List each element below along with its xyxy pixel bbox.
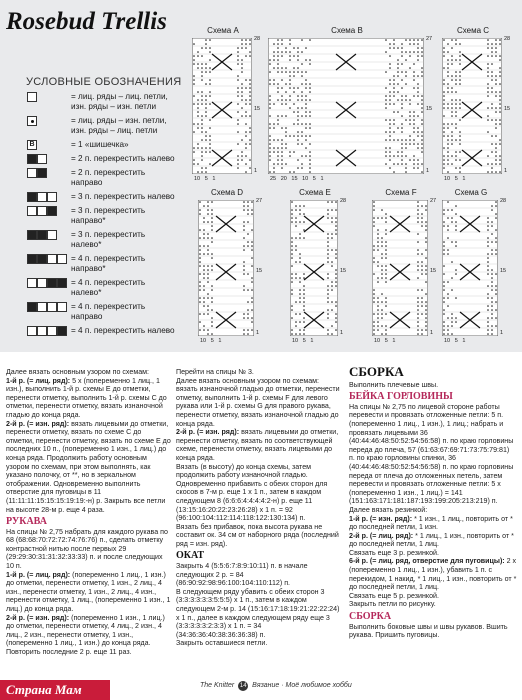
footer-tagline: Вязание · Моё любимое хобби bbox=[252, 682, 352, 689]
text: Перейти на спицы № 3. bbox=[176, 368, 254, 376]
knitting-chart bbox=[198, 188, 263, 344]
row-number: 15 bbox=[430, 268, 437, 274]
stitch-numbers: 10 5 1 bbox=[444, 176, 466, 182]
column-1 bbox=[6, 368, 171, 657]
legend-text: = 4 п. перекрестить налево bbox=[71, 326, 175, 335]
row-number: 15 bbox=[256, 268, 263, 274]
row-number: 27 bbox=[256, 198, 263, 204]
chart-grid bbox=[442, 38, 502, 174]
legend-item bbox=[27, 302, 177, 322]
row-number: 1 bbox=[430, 330, 434, 336]
row-number: 1 bbox=[500, 330, 504, 336]
row-number: 15 bbox=[504, 106, 511, 112]
legend-item bbox=[27, 116, 177, 136]
legend-item bbox=[27, 326, 177, 336]
section-heading: ОКАТ bbox=[176, 550, 205, 562]
column-3 bbox=[349, 364, 517, 640]
row-number: 28 bbox=[504, 36, 511, 42]
page-number: 14 bbox=[239, 683, 247, 689]
cross-3b-right-icon bbox=[27, 230, 67, 240]
legend-text: = 4 п. перекрестить направо* bbox=[71, 254, 146, 273]
chart-label: Схема A bbox=[207, 26, 239, 35]
legend-text: = 4 п. перекрестить направо bbox=[71, 302, 146, 321]
legend-item bbox=[27, 206, 177, 226]
cross-2-right-icon bbox=[27, 154, 67, 164]
cross-4-left-icon bbox=[27, 278, 67, 288]
chart-grid bbox=[372, 200, 428, 336]
text: 1-й р. (= изн. ряд): * 1 изн., 1 лиц., повторить от * до последней петли, 1 изн. bbox=[349, 514, 513, 532]
cross-3-right-icon bbox=[27, 192, 67, 202]
text: 2-й р. (= изн. ряд): вязать лицевыми до отметки, перенести отметку, вязать по схеме C до отметки, перенести отметку, вязать по схеме E до последних 10 п., (попеременно 1 изн., 1 лиц.) до конца ряда. Продолжить работу основным узором по схемам, при этом выполнять, как указано полочку, от **, но в зеркальном отображении. Одновременно выполнить отверстие для пуговицы в 11 (11:11:11:15:15:15:19:19:-н) р. Закрыть все петли на высоте 28-м р. еще 4 раза. bbox=[6, 419, 171, 514]
text: Связать еще 5 р. резинкой. bbox=[349, 591, 439, 600]
chart-label: Схема G bbox=[454, 188, 488, 197]
stitch-numbers: 10 5 1 bbox=[374, 338, 396, 344]
row-number: 1 bbox=[254, 168, 258, 174]
cross-4b-right-icon bbox=[27, 302, 67, 312]
row-number: 27 bbox=[430, 198, 437, 204]
chart-label: Схема F bbox=[385, 188, 417, 197]
row-number: 15 bbox=[254, 106, 261, 112]
row-number: 15 bbox=[426, 106, 433, 112]
text: Вязать без прибавок, пока высота рукава не составит ок. 34 см от наборного ряда (последний ряд = изн. ряд). bbox=[176, 522, 339, 548]
knitting-chart bbox=[372, 188, 437, 344]
legend-item bbox=[27, 192, 177, 202]
legend-text: = 3 п. перекрестить направо* bbox=[71, 206, 146, 225]
row-number: 1 bbox=[340, 330, 344, 336]
legend-text: = 2 п. перекрестить направо bbox=[71, 168, 146, 187]
text: 2-й р. (= лиц. ряд): * 1 лиц., 1 изн., повторить от * до последней петли, 1 лиц. bbox=[349, 531, 514, 549]
knitting-chart bbox=[268, 26, 433, 182]
legend-item bbox=[27, 254, 177, 274]
cross-2-left-icon bbox=[27, 168, 67, 178]
section-heading: БЕЙКА ГОРЛОВИНЫ bbox=[349, 391, 453, 403]
knitting-chart bbox=[442, 26, 511, 182]
legend-item bbox=[27, 278, 177, 298]
text: 6-й р. (= лиц. ряд, отверстие для пуговицы): 2 х (попеременно 1 лиц., 1 изн.), убавить 1 п. с перекидом, 1 накид, * 1 лиц., 1 изн., повторить от * до последней петли, 1 лиц. bbox=[349, 557, 517, 592]
chart-grid bbox=[442, 200, 498, 336]
stitch-numbers: 10 5 1 bbox=[194, 176, 216, 182]
text: На спицы № 2,75 набрать для каждого рукава по 68 (68:68:70:72:72:74:76:76) п., сделать отметку контрастной нитью после первых 29 (29:29:30:31:31:32:33:33) п. и после следующих 10 п. bbox=[6, 527, 168, 571]
text: 1-й р. (= лиц. ряд): 5 х (попеременно 1 лиц., 1 изн.), выполнить 1-й р. схемы E до отметки, перенести отметку, выполнить 1-й р. схемы C до отметки, перенести отметку, вязать изнаночной гладью до конца ряда. bbox=[6, 376, 167, 419]
legend-text: = 2 п. перекрестить налево bbox=[71, 154, 175, 163]
page-footer bbox=[200, 681, 352, 691]
text: Вязать (в высоту) до конца схемы, затем продолжить работу изнаночной гладью. Одновременно прибавить с обеих сторон для скосов в 7-м р. еще 1 х 1 п., затем в каждом следующем 8 (6:6:6:4:4:4:4:2-н) р. еще 11 (13:15:16:20:22:23:26:28) х 1 п. = 92 (96:100:104:112:114:118:122:130:134) п. bbox=[176, 462, 328, 523]
symbol-legend bbox=[27, 92, 177, 340]
chart-grid bbox=[198, 200, 254, 336]
bobble-cell-icon: B bbox=[27, 140, 67, 150]
text: 2-й р. (= изн. ряд): вязать лицевыми до отметки, перенести отметку, вязать по соответствующей схеме, перенести отметку, вязать лицевыми до конца ряда. bbox=[176, 428, 339, 462]
legend-heading: УСЛОВНЫЕ ОБОЗНАЧЕНИЯ bbox=[26, 76, 182, 88]
text: 1-й р. (= лиц. ряд): (попеременно 1 лиц., 1 изн.) до отметки, перенести отметку, 1 изн., 2 лиц., 4 изн., перенести отметку, 1 изн., 2 лиц., 4 изн., перенести отметку, 1 лиц., (попеременно 1 изн., 1 лиц.) до конца ряда. bbox=[6, 570, 171, 614]
instructions-area bbox=[0, 352, 522, 700]
legend-item bbox=[27, 230, 177, 250]
row-number: 28 bbox=[500, 198, 507, 204]
section-heading: СБОРКА bbox=[349, 611, 392, 623]
legend-item bbox=[27, 140, 177, 150]
text: Закрыть 4 (5:5:6:7:8:9:10:11) п. в начале следующих 2 р. = 84 (86:90:92:98:96:100:104:110:112) п. bbox=[176, 562, 308, 588]
text: Выполнить боковые швы и швы рукавов. Вшить рукава. Пришить пуговицы. bbox=[349, 622, 508, 640]
text: Закрыть петли по рисунку. bbox=[349, 600, 436, 609]
cross-3-left-icon bbox=[27, 206, 67, 216]
column-2 bbox=[176, 368, 341, 648]
legend-item bbox=[27, 92, 177, 112]
magazine-name: The Knitter bbox=[200, 682, 235, 689]
row-number: 1 bbox=[256, 330, 260, 336]
chart-label: Схема E bbox=[299, 188, 331, 197]
pattern-title: Rosebud Trellis bbox=[6, 8, 167, 35]
row-number: 28 bbox=[340, 198, 347, 204]
knitting-chart bbox=[442, 188, 507, 344]
text: 2-й р. (= изн. ряд): (попеременно 1 изн., 1 лиц.) до отметки, перенести отметку, 4 лиц., 2 изн., 4 лиц., 2 изн., перенести отметку, 1 изн., (попеременно 1 лиц., 1 изн.) до конца ряда. Повторить последние 2 р. еще 11 раз. bbox=[6, 613, 165, 656]
text: Связать еще 3 р. резинкой. bbox=[349, 548, 439, 557]
site-watermark: Страна Мам bbox=[0, 680, 110, 700]
blank-cell-icon bbox=[27, 92, 67, 102]
section-heading: РУКАВА bbox=[6, 516, 47, 528]
legend-text: = 3 п. перекрестить налево* bbox=[71, 230, 146, 249]
section-heading: СБОРКА bbox=[349, 364, 404, 379]
chart-grid bbox=[268, 38, 424, 174]
legend-text: = 1 «шишечка» bbox=[71, 140, 129, 149]
text: В следующем ряду убавить с обеих сторон 3 (3:3:3:3:3:3:5:5:5) х 1 п., затем в каждом следующем 2-м р. 14 (15:16:17:18:19:21:22:22:24) х 1 п., далее в каждом следующем ряду еще 3 (3:3:3:3:3:2:3:3) х 1 п. = 34 (34:36:36:40:38:36:36:38) п. bbox=[176, 587, 340, 639]
text: Далее вязать основным узором по схемам: вязать изнаночной гладью до отметки, перенести отметку, выполнить 1-й р. схемы F для левого рукава или 1-й р. схемы G для правого рукава, перенести отметку, вязать изнаночной гладью до конца ряда. bbox=[176, 376, 340, 428]
row-number: 15 bbox=[500, 268, 507, 274]
cross-4-right-icon bbox=[27, 254, 67, 264]
knitting-chart bbox=[192, 26, 261, 182]
stitch-numbers: 10 5 1 bbox=[200, 338, 222, 344]
stitch-numbers: 10 5 1 bbox=[444, 338, 466, 344]
row-number: 1 bbox=[426, 168, 430, 174]
chart-grid bbox=[192, 38, 252, 174]
legend-text: = 3 п. перекрестить налево bbox=[71, 192, 175, 201]
dot-cell-icon bbox=[27, 116, 67, 126]
row-number: 27 bbox=[426, 36, 433, 42]
legend-text: = 4 п. перекрестить налево* bbox=[71, 278, 146, 297]
text: На спицы № 2,75 по лицевой стороне работы перевести и провязать отложенные петли: 5 п. (попеременно 1 лиц., 1 изн.), 1 лиц.; набрать и провязать лицевыми 36 (40:44:46:48:50:52:54:56:58) п. по краю горловины переда до плеча, 57 (61:63:67:69:71:73:75:79:81) п. по краю горловины спинки, 36 (40:44:46:48:50:52:54:56:58) п. по краю горловины переда от плеча до отложенных петель, затем перевести и провязать отложенные петли: 5 х (попеременно 1 изн., 1 лиц.) = 141 (151:163:171:181:187:193:199:205:213:219) п. bbox=[349, 402, 514, 506]
knitting-chart bbox=[290, 188, 347, 344]
chart-grid bbox=[290, 200, 338, 336]
text: Далее вязать основным узором по схемам: bbox=[6, 368, 150, 376]
row-number: 1 bbox=[504, 168, 508, 174]
stitch-numbers: 10 5 1 bbox=[292, 338, 314, 344]
chart-label: Схема C bbox=[456, 26, 490, 35]
row-number: 28 bbox=[254, 36, 261, 42]
text: Далее вязать резинкой: bbox=[349, 505, 428, 514]
legend-item bbox=[27, 154, 177, 164]
text: Выполнить плечевые швы. bbox=[349, 380, 439, 389]
legend-text: = лиц. ряды – лиц. петли, изн. ряды – изн. петли bbox=[71, 92, 168, 111]
row-number: 15 bbox=[340, 268, 347, 274]
chart-label: Схема D bbox=[210, 188, 244, 197]
chart-label: Схема B bbox=[331, 26, 363, 35]
stitch-numbers: 25 20 15 10 5 1 bbox=[270, 176, 324, 182]
legend-text: = лиц. ряды – изн. петли, изн. ряды – лиц. петли bbox=[71, 116, 167, 135]
cross-4b-left-icon bbox=[27, 326, 67, 336]
text: Закрыть оставшиеся петли. bbox=[176, 639, 268, 648]
legend-item bbox=[27, 168, 177, 188]
